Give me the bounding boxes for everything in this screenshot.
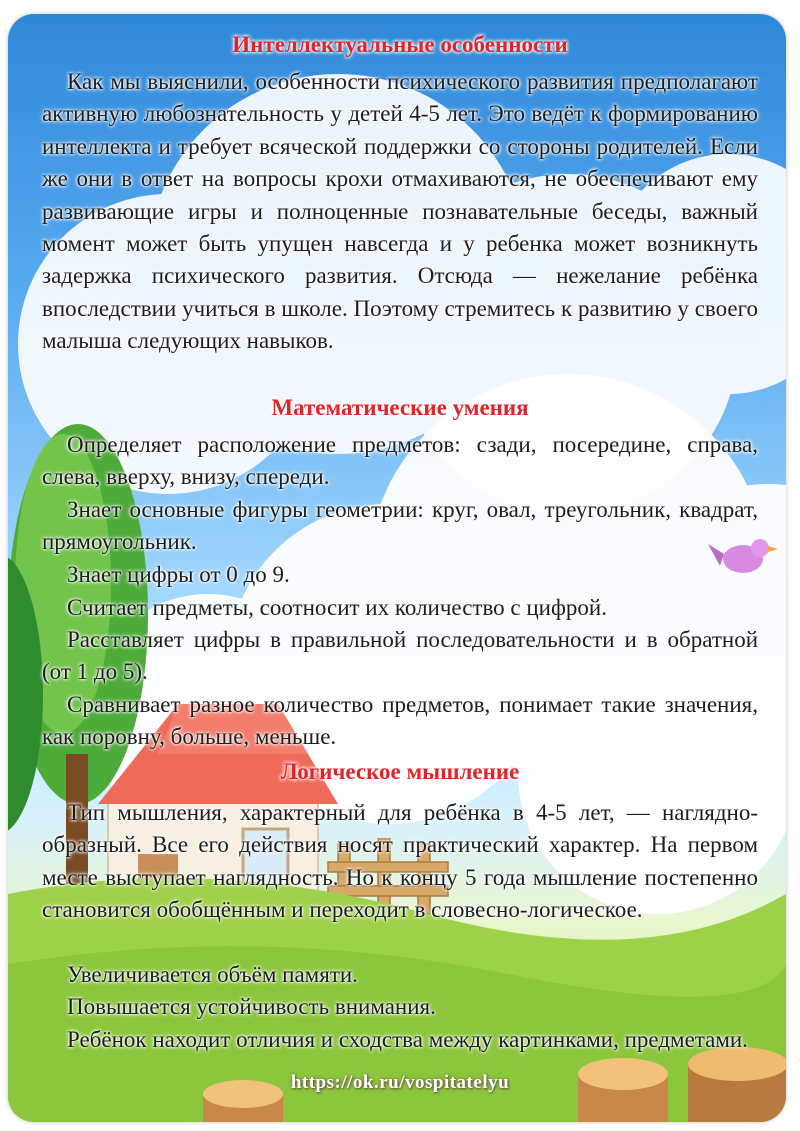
paragraph-math-compare: Сравнивает разное количество предметов, понимает такие значения, как поровну, больше, меньше. [42,692,758,750]
paragraph-math-positions: Определяет расположение предметов: сзади, посередине, справа, слева, вверху, внизу, спереди. [42,432,758,490]
paragraph-intellectual: Как мы выяснили, особенности психического развития предполагают активную любознательность у детей 4-5 лет. Это ведёт к формированию интеллекта и требует всяческой поддержки со стороны родителей. Если же они в ответ на вопросы крохи отмахиваются, не обеспечивают ему развивающие игры и полноценные познавательные беседы, важный момент может быть упущен навсегда и у ребенка может возникнуть задержка психического развития. Отсюда — нежелание ребёнка впоследствии учиться в школе. Поэтому стремитесь к развитию у своего малыша следующих навыков. [42,69,758,354]
watermark: https://ok.ru/vospitatelyu [290,1072,510,1093]
paragraph-math-digits: Знает цифры от 0 до 9. [67,562,290,587]
paragraph-math-sequence: Расставляет цифры в правильной последовательности и в обратной (от 1 до 5). [42,627,758,685]
paragraph-logic-attention: Повышается устойчивость внимания. [67,994,436,1019]
heading-math: Математические умения [271,395,529,420]
paragraph-math-counting: Считает предметы, соотносит их количество с цифрой. [67,595,607,620]
paragraph-logic-thinking: Тип мышления, характерный для ребёнка в 4-5 лет, — наглядно-образный. Все его действия носят практический характер. На первом месте выступает наглядность. Но к концу 5 года мышление постепенно становится обобщённым и переходит в словесно-логическое. [42,800,758,923]
paragraph-logic-memory: Увеличивается объём памяти. [67,962,358,987]
paragraph-logic-differences: Ребёнок находит отличия и сходства между картинками, предметами. [67,1027,748,1052]
heading-logic: Логическое мышление [280,759,520,784]
paragraph-math-shapes: Знает основные фигуры геометрии: круг, овал, треугольник, квадрат, прямоугольник. [42,497,758,555]
heading-intellectual: Интеллектуальные особенности [232,32,568,57]
